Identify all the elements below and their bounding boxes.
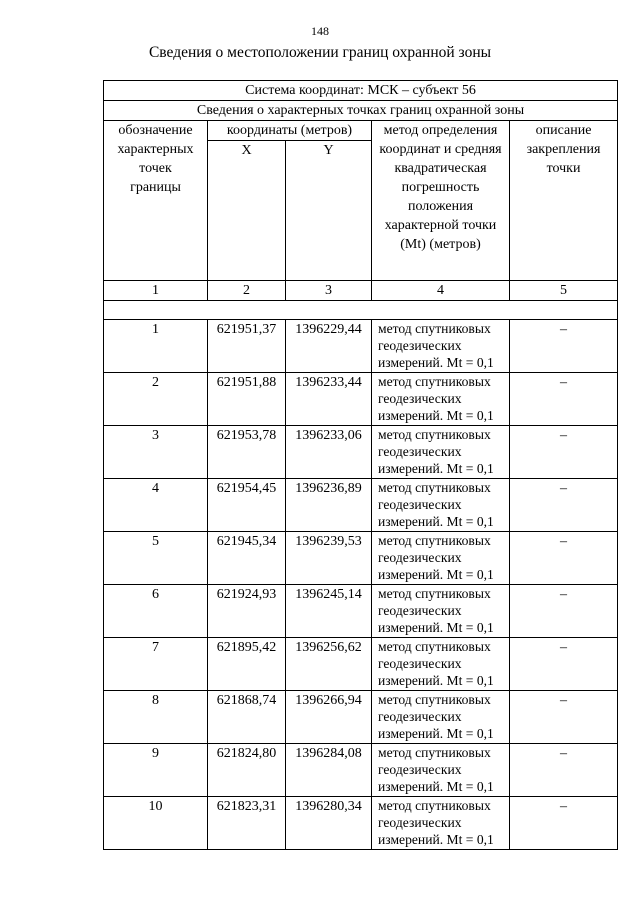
table-subtitle-row [104,101,618,121]
column-number: 1 [104,281,208,301]
point-designation-cell: 8 [104,691,208,744]
x-coordinate-cell: 621945,34 [208,532,286,585]
method-cell [372,532,510,585]
table-row [104,797,618,850]
x-coordinate-cell: 621951,88 [208,373,286,426]
point-designation-cell: 6 [104,585,208,638]
point-designation-cell: 1 [104,320,208,373]
x-coordinate-cell: 621954,45 [208,479,286,532]
description-cell: – [510,744,618,797]
point-designation-cell: 3 [104,426,208,479]
y-coordinate-cell: 1396284,08 [286,744,372,797]
method-line: измерений. Mt = 0,1 [378,355,494,370]
header-method-line: положения [407,199,474,214]
method-cell [372,744,510,797]
table-subtitle-cell: Сведения о характерных точках границ охранной зоны [104,101,618,121]
coordinate-system-cell: Система координат: МСК – субъект 56 [104,81,618,101]
method-line: измерений. Mt = 0,1 [378,408,494,423]
point-designation-cell: 10 [104,797,208,850]
x-coordinate-cell: 621868,74 [208,691,286,744]
header-method-line: квадратическая [394,161,487,176]
method-line: геодезических [378,709,462,724]
page-number: 148 [311,24,329,38]
header-description-line: описание [535,123,592,138]
y-coordinate-cell: 1396239,53 [286,532,372,585]
header-x: X [208,141,286,281]
method-cell [372,320,510,373]
table-row [104,320,618,373]
y-coordinate-cell: 1396245,14 [286,585,372,638]
header-designation-line: точек [139,161,172,176]
description-cell: – [510,691,618,744]
column-number: 2 [208,281,286,301]
header-designation [104,121,208,281]
description-cell: – [510,373,618,426]
coordinate-system-row [104,81,618,101]
x-coordinate-cell: 621895,42 [208,638,286,691]
method-line: метод спутниковых [378,639,491,654]
header-coordinates: координаты (метров) [208,121,372,141]
method-line: метод спутниковых [378,586,491,601]
method-line: метод спутниковых [378,321,491,336]
column-number: 4 [372,281,510,301]
table-row [104,479,618,532]
spacer-cell [104,301,618,320]
header-designation-line: границы [130,180,181,195]
x-coordinate-cell: 621823,31 [208,797,286,850]
header-description [510,121,618,281]
method-line: измерений. Mt = 0,1 [378,461,494,476]
point-designation-cell: 5 [104,532,208,585]
method-line: измерений. Mt = 0,1 [378,726,494,741]
header-method [372,121,510,281]
method-line: измерений. Mt = 0,1 [378,673,494,688]
method-line: метод спутниковых [378,374,491,389]
header-designation-line: характерных [117,142,194,157]
description-cell: – [510,426,618,479]
point-designation-cell: 9 [104,744,208,797]
y-coordinate-cell: 1396233,06 [286,426,372,479]
method-line: измерений. Mt = 0,1 [378,832,494,847]
method-line: геодезических [378,444,462,459]
method-line: метод спутниковых [378,798,491,813]
point-designation-cell: 7 [104,638,208,691]
method-line: метод спутниковых [378,745,491,760]
description-cell: – [510,638,618,691]
point-designation-cell: 2 [104,373,208,426]
y-coordinate-cell: 1396256,62 [286,638,372,691]
method-line: геодезических [378,762,462,777]
method-line: геодезических [378,815,462,830]
header-method-line: (Mt) (метров) [400,237,481,252]
header-method-line: метод определения [383,123,498,138]
x-coordinate-cell: 621951,37 [208,320,286,373]
y-coordinate-cell: 1396280,34 [286,797,372,850]
method-line: геодезических [378,391,462,406]
method-cell [372,479,510,532]
table-row [104,744,618,797]
method-cell [372,585,510,638]
y-coordinate-cell: 1396266,94 [286,691,372,744]
method-line: геодезических [378,497,462,512]
method-line: геодезических [378,656,462,671]
column-number: 3 [286,281,372,301]
x-coordinate-cell: 621824,80 [208,744,286,797]
description-cell: – [510,797,618,850]
method-line: метод спутниковых [378,480,491,495]
description-cell: – [510,532,618,585]
document-title: Сведения о местоположении границ охранной зоны [148,44,492,61]
method-cell [372,426,510,479]
header-method-line: характерной точки [384,218,497,233]
method-cell [372,691,510,744]
method-line: метод спутниковых [378,427,491,442]
header-y: Y [286,141,372,281]
method-line: метод спутниковых [378,533,491,548]
method-line: метод спутниковых [378,692,491,707]
description-cell: – [510,320,618,373]
method-line: измерений. Mt = 0,1 [378,567,494,582]
method-cell [372,638,510,691]
header-method-line: координат и средняя [379,142,502,157]
description-cell: – [510,585,618,638]
description-cell: – [510,479,618,532]
method-line: геодезических [378,603,462,618]
method-line: измерений. Mt = 0,1 [378,779,494,794]
y-coordinate-cell: 1396236,89 [286,479,372,532]
x-coordinate-cell: 621953,78 [208,426,286,479]
method-line: геодезических [378,338,462,353]
header-row-1 [104,121,618,141]
method-line: измерений. Mt = 0,1 [378,514,494,529]
method-cell [372,797,510,850]
column-number: 5 [510,281,618,301]
header-description-line: точки [546,161,581,176]
method-cell [372,373,510,426]
table-row [104,532,618,585]
table-row [104,585,618,638]
point-designation-cell: 4 [104,479,208,532]
spacer-row [104,301,618,320]
table-row [104,691,618,744]
table-row [104,638,618,691]
y-coordinate-cell: 1396233,44 [286,373,372,426]
method-line: геодезических [378,550,462,565]
method-line: измерений. Mt = 0,1 [378,620,494,635]
table-row [104,373,618,426]
x-coordinate-cell: 621924,93 [208,585,286,638]
column-number-row [104,281,618,301]
boundary-points-table [103,80,618,850]
header-method-line: погрешность [401,180,480,195]
table-row [104,426,618,479]
header-designation-line: обозначение [118,123,193,138]
y-coordinate-cell: 1396229,44 [286,320,372,373]
header-description-line: закрепления [526,142,601,157]
